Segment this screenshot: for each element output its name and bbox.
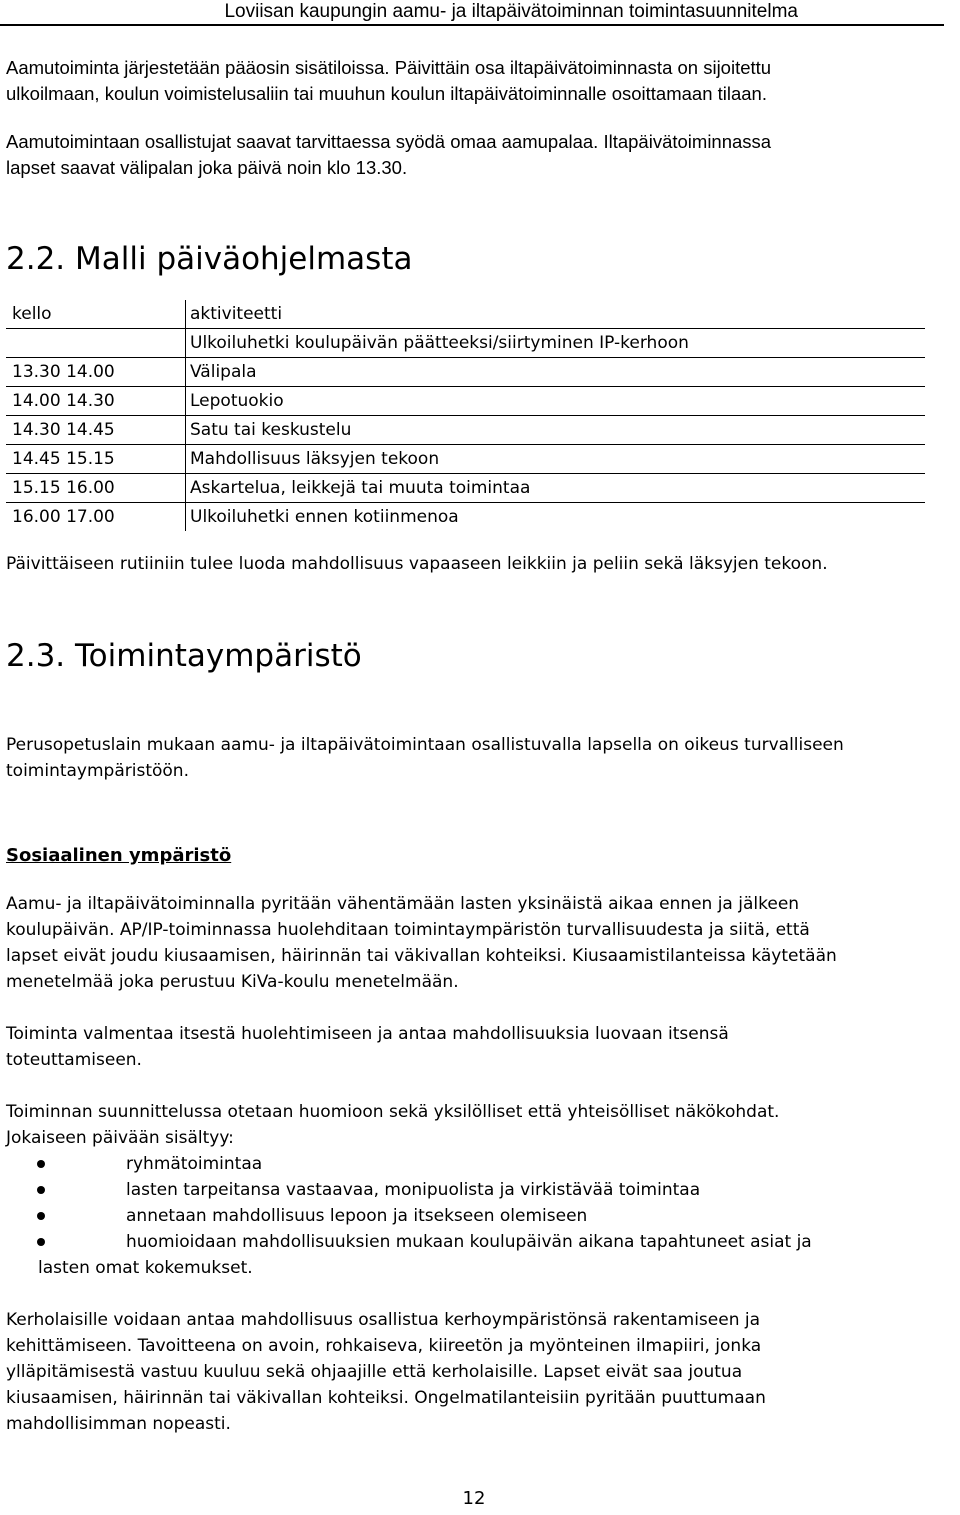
social-paragraph-2 — [6, 1021, 729, 1073]
activity-cell: Mahdollisuus läksyjen tekoon — [186, 445, 926, 474]
activity-cell: Lepotuokio — [186, 387, 926, 416]
social-p4-line-3: ylläpitämisestä vastuu kuuluu sekä ohjaajille että kerholaisille. Lapset eivät saa joutua — [6, 1362, 743, 1382]
social-p1-line-3: lapset eivät joudu kiusaamisen, häirinnän tai väkivallan kohteiksi. Kiusaamistilanteissa käytetään — [6, 946, 837, 966]
social-p2-line-1: Toiminta valmentaa itsestä huolehtimiseen ja antaa mahdollisuuksia luovaan itsensä — [6, 1024, 729, 1044]
list-item-continuation: lasten omat kokemukset. — [38, 1258, 253, 1278]
intro-p1-line-2: ulkoilmaan, koulun voimistelusaliin tai muuhun koulun iltapäivätoiminnalle osoittamaan tilaan. — [6, 83, 767, 104]
intro-p2-line-2: lapset saavat välipalan joka päivä noin klo 13.30. — [6, 157, 408, 178]
social-p3-line-2: Jokaiseen päivään sisältyy: — [6, 1128, 234, 1148]
table-row — [6, 445, 925, 474]
list-item: annetaan mahdollisuus lepoon ja itsekseen olemiseen — [0, 1203, 940, 1229]
document-header-title: Loviisan kaupungin aamu- ja iltapäivätoiminnan toimintasuunnitelma — [224, 1, 798, 22]
social-p1-line-1: Aamu- ja iltapäivätoiminnalla pyritään vähentämään lasten yksinäistä aikaa ennen ja jälkeen — [6, 894, 800, 914]
time-cell: 14.45 15.15 — [6, 445, 186, 474]
social-p1-line-4: menetelmää joka perustuu KiVa-koulu menetelmään. — [6, 972, 459, 992]
list-item: lasten tarpeitansa vastaavaa, monipuolista ja virkistävää toimintaa — [0, 1177, 940, 1203]
activity-cell: Välipala — [186, 358, 926, 387]
table-row — [6, 474, 925, 503]
section-heading-2-2: 2.2. Malli päiväohjelmasta — [6, 241, 413, 277]
bullet-icon — [37, 1160, 45, 1168]
social-paragraph-4 — [6, 1307, 766, 1437]
daily-contents-list — [0, 1151, 940, 1255]
time-cell: 13.30 14.00 — [6, 358, 186, 387]
social-p1-line-2: koulupäivän. AP/IP-toiminnassa huolehditaan toimintaympäristön turvallisuudesta ja siitä, että — [6, 920, 810, 940]
social-p4-line-2: kehittämiseen. Tavoitteena on avoin, rohkaiseva, kiireetön ja myönteinen ilmapiiri, jonka — [6, 1336, 762, 1356]
table-row — [6, 416, 925, 445]
social-paragraph-1 — [6, 891, 837, 995]
time-cell: 14.30 14.45 — [6, 416, 186, 445]
intro-paragraph-1 — [6, 55, 771, 107]
section-heading-2-3: 2.3. Toimintaympäristö — [6, 638, 362, 674]
social-p4-line-5: mahdollisimman nopeasti. — [6, 1414, 231, 1434]
intro-p2-line-1: Aamutoimintaan osallistujat saavat tarvittaessa syödä omaa aamupalaa. Iltapäivätoiminnassa — [6, 131, 772, 152]
time-cell — [6, 329, 186, 358]
intro-p1-line-1: Aamutoiminta järjestetään pääosin sisätiloissa. Päivittäin osa iltapäivätoiminnasta on sijoitettu — [6, 57, 772, 78]
activity-cell: Askartelua, leikkejä tai muuta toimintaa — [186, 474, 926, 503]
list-item: huomioidaan mahdollisuuksien mukaan koulupäivän aikana tapahtuneet asiat ja — [0, 1229, 940, 1255]
section-2-3-paragraph — [6, 732, 844, 784]
social-p2-line-2: toteuttamiseen. — [6, 1050, 142, 1070]
activity-cell: Ulkoiluhetki ennen kotiinmenoa — [190, 507, 459, 527]
time-cell: 14.00 14.30 — [6, 387, 186, 416]
list-item: ryhmätoimintaa — [0, 1151, 940, 1177]
schedule-note: Päivittäiseen rutiiniin tulee luoda mahdollisuus vapaaseen leikkiin ja peliin sekä läksyjen tekoon. — [6, 554, 828, 574]
time-cell: 15.15 16.00 — [6, 474, 186, 503]
social-p4-line-1: Kerholaisille voidaan antaa mahdollisuus osallistua kerhoympäristönsä rakentamiseen ja — [6, 1310, 761, 1330]
social-p3-line-1: Toiminnan suunnittelussa otetaan huomioon sekä yksilölliset että yhteisölliset näkökohdat. — [6, 1102, 780, 1122]
table-row — [6, 387, 925, 416]
activity-cell: Satu tai keskustelu — [186, 416, 926, 445]
time-cell: 16.00 17.00 — [6, 503, 186, 532]
s23-p1-line-2: toimintaympäristöön. — [6, 761, 189, 781]
time-cell: kello — [6, 300, 186, 329]
header-rule — [0, 24, 944, 26]
social-paragraph-3 — [6, 1099, 779, 1151]
schedule-table — [6, 300, 925, 531]
bullet-icon — [37, 1212, 45, 1220]
bullet-icon — [37, 1238, 45, 1246]
bullet-icon — [37, 1186, 45, 1194]
social-p4-line-4: kiusaamisen, häirinnän tai väkivallan kohteiksi. Ongelmatilanteisiin pyritään puuttumaan — [6, 1388, 766, 1408]
activity-cell: aktiviteetti — [186, 300, 926, 329]
table-row — [6, 300, 925, 329]
subheading-social-environment: Sosiaalinen ympäristö — [6, 845, 232, 866]
table-row — [6, 329, 925, 358]
table-row — [6, 503, 925, 532]
activity-cell: Ulkoiluhetki koulupäivän päätteeksi/siirtyminen IP-kerhoon — [186, 329, 926, 358]
intro-paragraph-2 — [6, 129, 771, 181]
page-number: 12 — [462, 1488, 486, 1509]
table-row — [6, 358, 925, 387]
s23-p1-line-1: Perusopetuslain mukaan aamu- ja iltapäivätoimintaan osallistuvalla lapsella on oikeus turvalliseen — [6, 735, 844, 755]
